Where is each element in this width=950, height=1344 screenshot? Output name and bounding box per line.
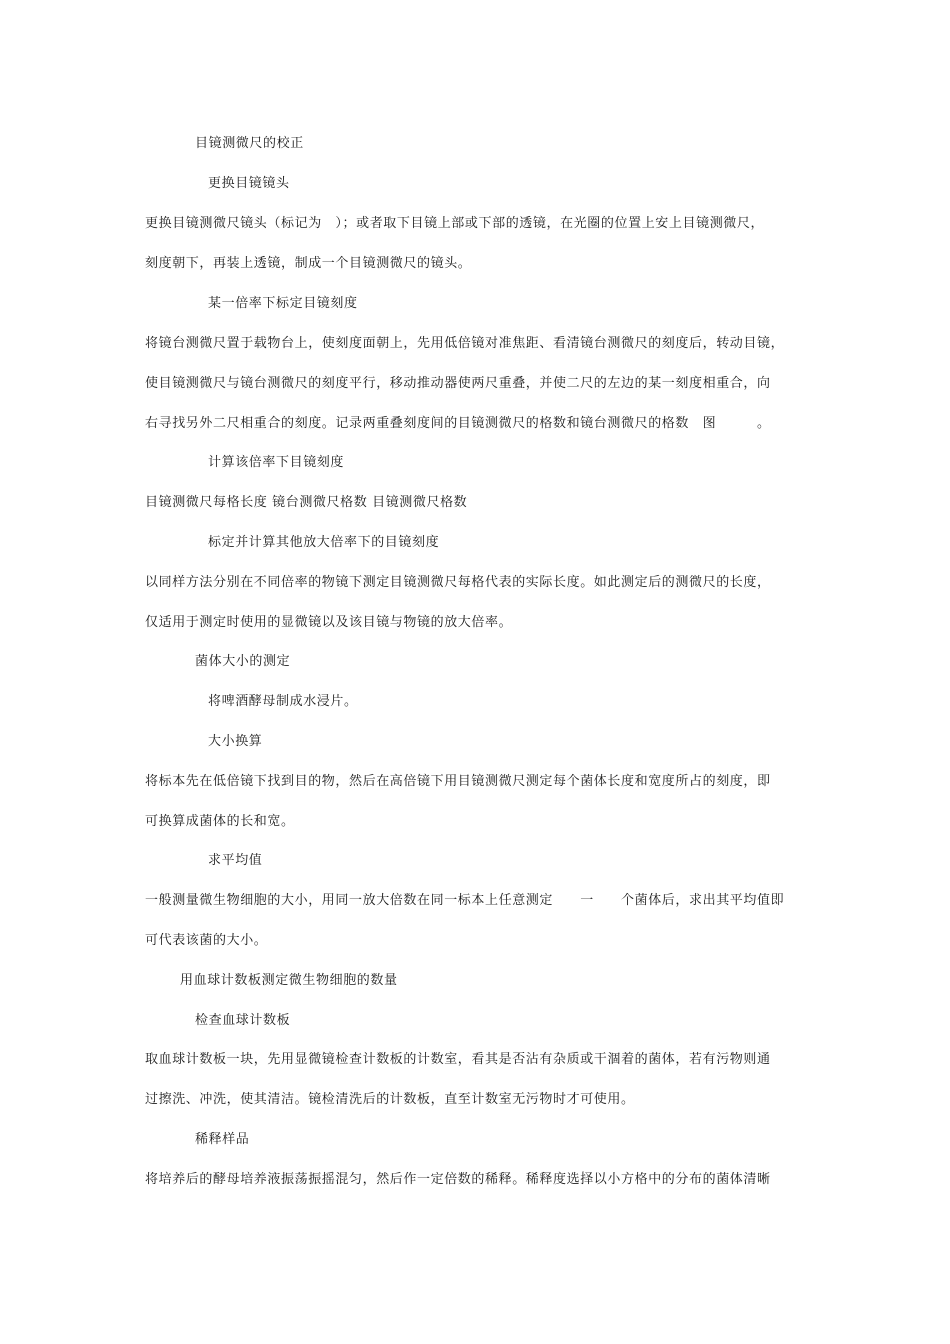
subsection-heading: 计算该倍率下目镜刻度 [208, 455, 345, 470]
paragraph-line: 可代表该菌的大小。 [145, 933, 268, 948]
paragraph-line: 过擦洗、冲洗，使其清洁。镜检清洗后的计数板，直至计数室无污物时才可使用。 [145, 1092, 635, 1107]
paragraph-line: 刻度朝下，再装上透镜，制成一个目镜测微尺的镜头。 [145, 256, 472, 271]
subsection-heading: 检查血球计数板 [195, 1013, 291, 1028]
paragraph-line: 目镜测微尺每格长度 镜台测微尺格数 目镜测微尺格数 [145, 495, 468, 510]
subsection-heading: 将啤酒酵母制成水浸片。 [208, 694, 358, 709]
section-heading: 用血球计数板测定微生物细胞的数量 [180, 973, 398, 988]
paragraph-line: 一般测量微生物细胞的大小，用同一放大倍数在同一标本上任意测定 一 个菌体后，求出其平均值即 [145, 893, 785, 908]
paragraph-line: 将标本先在低倍镜下找到目的物，然后在高倍镜下用目镜测微尺测定每个菌体长度和宽度所占的刻度，即 [145, 774, 771, 789]
subsection-heading: 标定并计算其他放大倍率下的目镜刻度 [208, 535, 440, 550]
paragraph-line: 取血球计数板一块，先用显微镜检查计数板的计数室，看其是否沾有杂质或干涸着的菌体，若有污物则通 [145, 1052, 771, 1067]
paragraph-line: 使目镜测微尺与镜台测微尺的刻度平行，移动推动器使两尺重叠，并使二尺的左边的某一刻度相重合，向 [145, 376, 771, 391]
section-heading: 菌体大小的测定 [195, 654, 291, 669]
subsection-heading: 稀释样品 [195, 1132, 250, 1147]
paragraph-line: 将镜台测微尺置于载物台上，使刻度面朝上，先用低倍镜对准焦距、看清镜台测微尺的刻度后，转动目镜， [145, 336, 785, 351]
subsection-heading: 更换目镜镜头 [208, 176, 290, 191]
section-heading: 目镜测微尺的校正 [195, 136, 304, 151]
subsection-heading: 某一倍率下标定目镜刻度 [208, 296, 358, 311]
paragraph-line: 仅适用于测定时使用的显微镜以及该目镜与物镜的放大倍率。 [145, 615, 513, 630]
subsection-heading: 大小换算 [208, 734, 263, 749]
paragraph-line: 将培养后的酵母培养液振荡振摇混匀，然后作一定倍数的稀释。稀释度选择以小方格中的分布的菌体清晰 [145, 1172, 771, 1187]
paragraph-line: 以同样方法分别在不同倍率的物镜下测定目镜测微尺每格代表的实际长度。如此测定后的测微尺的长度， [145, 575, 771, 590]
subsection-heading: 求平均值 [208, 853, 263, 868]
paragraph-line: 可换算成菌体的长和宽。 [145, 814, 295, 829]
paragraph-line: 更换目镜测微尺镜头（标记为 ）；或者取下目镜上部或下部的透镜，在光圈的位置上安上目镜测微尺， [145, 216, 765, 231]
paragraph-line: 右寻找另外二尺相重合的刻度。记录两重叠刻度间的目镜测微尺的格数和镜台测微尺的格数 图 。 [145, 416, 771, 431]
